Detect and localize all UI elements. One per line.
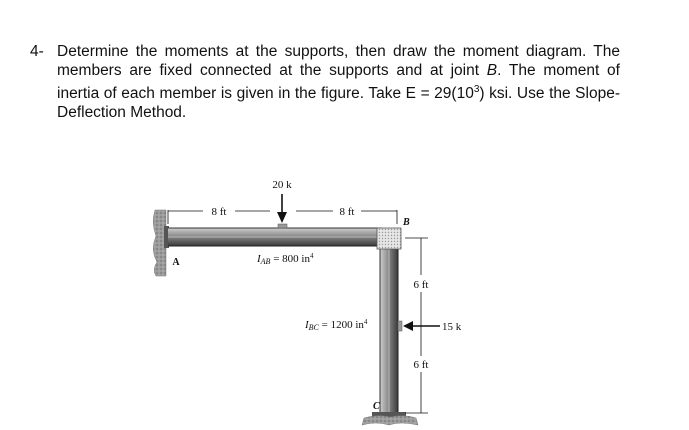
- dim-upper-label: 6 ft: [413, 279, 429, 291]
- problem-text-part2: . The moment of inertia of each member is given in the figure. Take E = 29(10: [57, 62, 620, 103]
- joint-b-ref: B: [486, 62, 498, 79]
- problem-text-part1: Determine the moments at the supports, then draw the moment diagram. The members are fixed connected at the supports and at joint: [57, 43, 620, 79]
- inertia-ab-label: IAB = 800 $in^4$: [257, 252, 314, 266]
- inertia-bc-label: IBC = 1200 $in^4$: [305, 318, 368, 332]
- label-c: C: [373, 401, 380, 412]
- dim-right-label: 8 ft: [339, 206, 355, 218]
- load-top-label: 20 k: [272, 179, 292, 191]
- point-load-15k: [403, 321, 462, 333]
- point-load-20k: [272, 179, 292, 223]
- load-side-label: 15 k: [442, 321, 462, 333]
- label-b: B: [403, 217, 410, 228]
- label-a: A: [172, 257, 180, 268]
- problem-number: 4-: [30, 43, 44, 60]
- exponent: 3: [473, 84, 480, 95]
- dim-left-label: 8 ft: [211, 206, 227, 218]
- dim-lower-label: 6 ft: [413, 359, 429, 371]
- problem-text-part3: ) ksi. Use the Slope-Deflection Method.: [57, 85, 620, 122]
- column-bc: [380, 246, 402, 414]
- base-support-c: [362, 412, 418, 425]
- joint-b: [377, 228, 401, 249]
- beam-ab: [168, 224, 382, 246]
- wall-support-a: [153, 210, 169, 276]
